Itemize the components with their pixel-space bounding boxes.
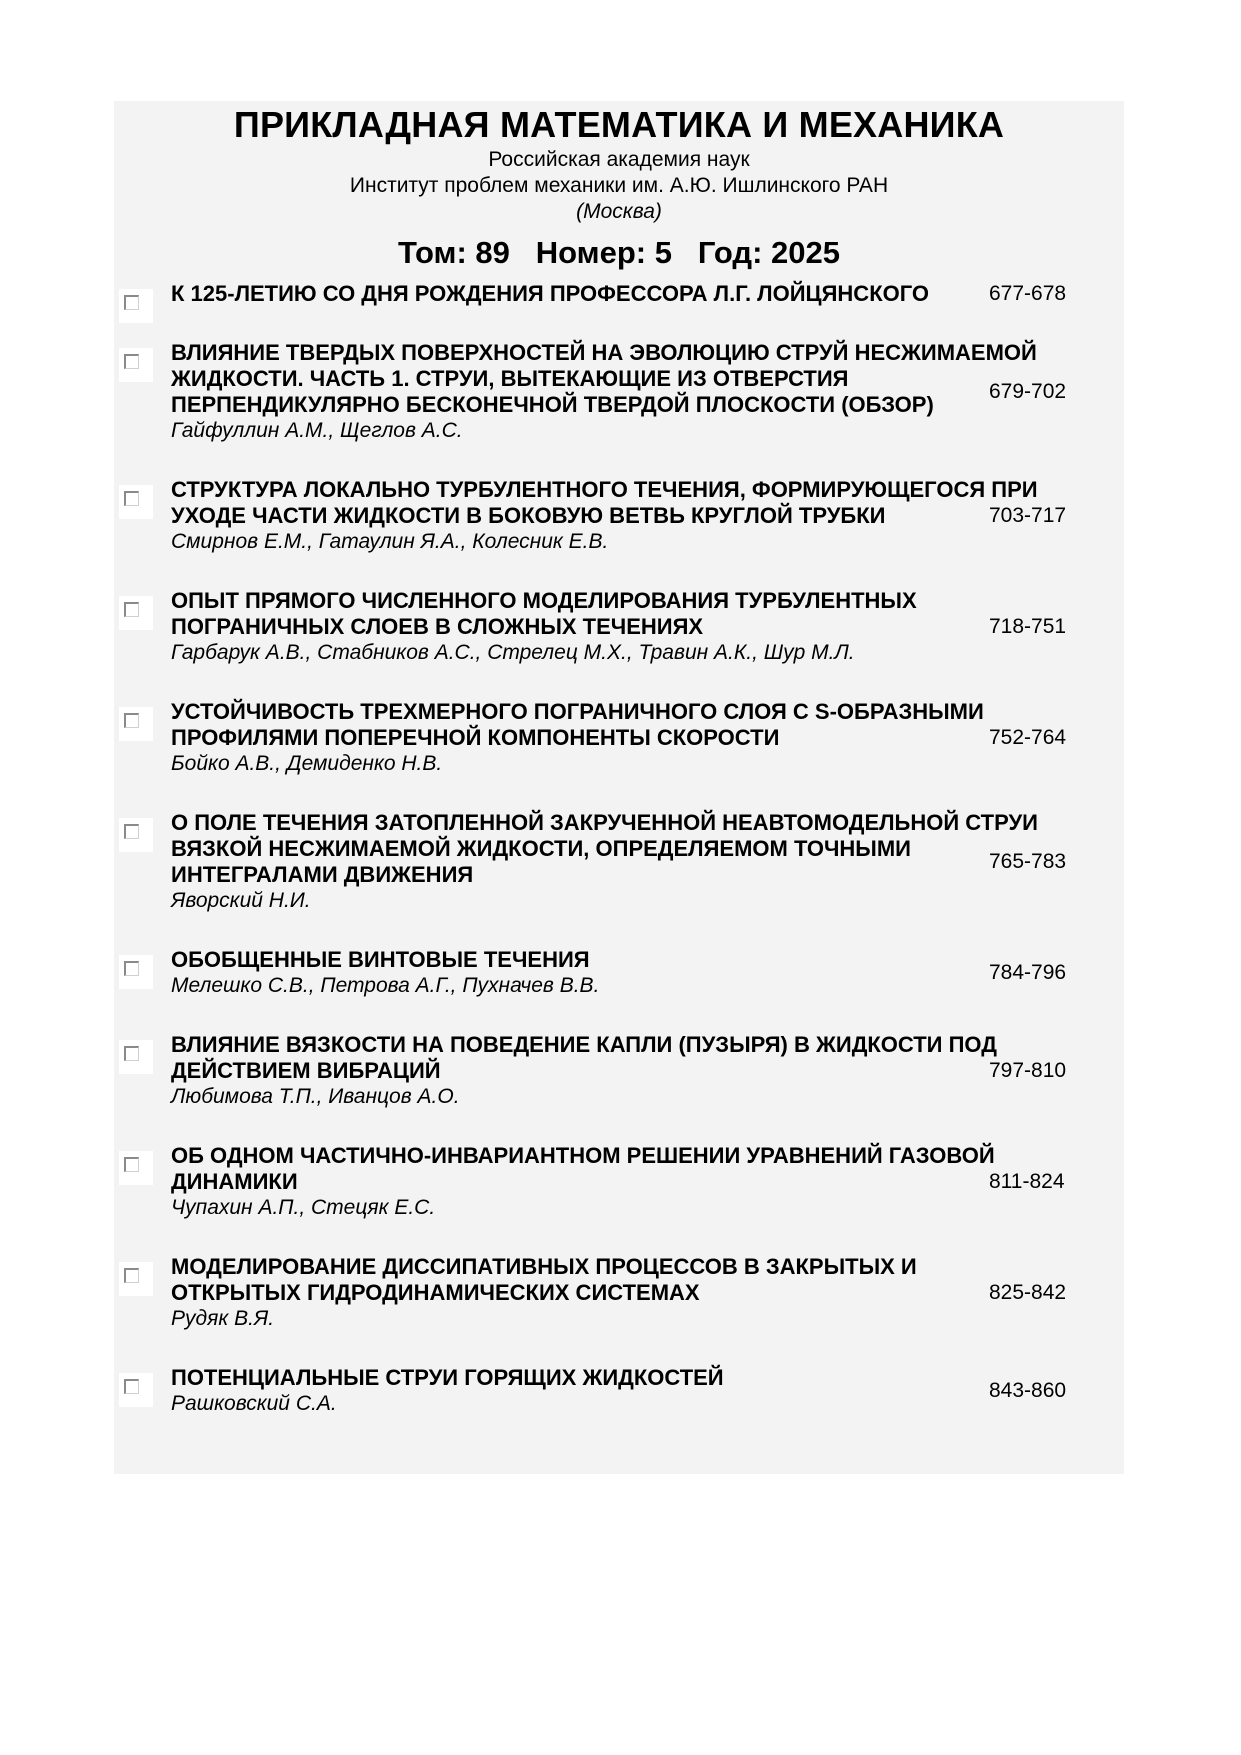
article-item <box>114 340 1124 444</box>
article-authors: Бойко А.В., Демиденко Н.В. <box>171 752 443 775</box>
article-title-link[interactable]: К 125-ЛЕТИЮ СО ДНЯ РОЖДЕНИЯ ПРОФЕССОРА Л.Г. ЛОЙЦЯНСКОГО <box>171 281 930 306</box>
article-checkbox[interactable] <box>119 707 153 741</box>
article-item <box>114 281 1124 307</box>
article-pages: 752-764 <box>989 726 1067 749</box>
article-pages: 703-717 <box>989 504 1067 527</box>
article-checkbox[interactable] <box>119 1373 153 1407</box>
journal-header <box>114 101 1124 273</box>
article-checkbox[interactable] <box>119 1151 153 1185</box>
article-body <box>171 1254 1051 1332</box>
article-title-link[interactable]: СТРУКТУРА ЛОКАЛЬНО ТУРБУЛЕНТНОГО ТЕЧЕНИЯ, ФОРМИРУЮЩЕГОСЯ ПРИ УХОДЕ ЧАСТИ ЖИДКОСТИ В БОКОВУЮ ВЕТВЬ КРУГЛОЙ ТРУБКИ <box>171 477 1038 528</box>
article-checkbox[interactable] <box>119 1262 153 1296</box>
article-checkbox[interactable] <box>119 485 153 519</box>
article-body <box>171 588 1051 666</box>
article-body <box>171 1143 1051 1221</box>
article-body <box>171 699 1051 777</box>
academy-name: Российская академия наук <box>488 148 750 171</box>
article-pages: 765-783 <box>989 850 1067 873</box>
article-body <box>171 340 1051 444</box>
article-authors: Мелешко С.В., Петрова А.Г., Пухначев В.В. <box>171 974 600 997</box>
article-checkbox[interactable] <box>119 955 153 989</box>
year-label: Год: <box>697 235 763 270</box>
article-body <box>171 477 1051 555</box>
article-authors: Чупахин А.П., Стецяк Е.С. <box>171 1196 436 1219</box>
article-title-link[interactable]: ОПЫТ ПРЯМОГО ЧИСЛЕННОГО МОДЕЛИРОВАНИЯ ТУРБУЛЕНТНЫХ ПОГРАНИЧНЫХ СЛОЕВ В СЛОЖНЫХ ТЕЧЕНИЯХ <box>171 588 917 639</box>
article-checkbox[interactable] <box>119 1040 153 1074</box>
article-authors: Яворский Н.И. <box>171 889 311 912</box>
journal-title: ПРИКЛАДНАЯ МАТЕМАТИКА И МЕХАНИКА <box>233 104 1005 145</box>
article-list <box>114 281 1124 1450</box>
article-title-link[interactable]: ОБ ОДНОМ ЧАСТИЧНО-ИНВАРИАНТНОМ РЕШЕНИИ УРАВНЕНИЙ ГАЗОВОЙ ДИНАМИКИ <box>171 1143 995 1194</box>
article-title-link[interactable]: ВЛИЯНИЕ ТВЕРДЫХ ПОВЕРХНОСТЕЙ НА ЭВОЛЮЦИЮ СТРУЙ НЕСЖИМАЕМОЙ ЖИДКОСТИ. ЧАСТЬ 1. СТРУИ, ВЫТЕКАЮЩИЕ ИЗ ОТВЕРСТИЯ ПЕРПЕНДИКУЛЯРНО БЕСКОНЕЧНОЙ ТВЕРДОЙ ПЛОСКОСТИ (ОБЗОР) <box>171 340 1037 417</box>
volume-label: Том: <box>398 235 467 270</box>
article-pages: 811-824 <box>989 1170 1065 1193</box>
article-pages: 797-810 <box>989 1059 1067 1082</box>
article-item <box>114 588 1124 666</box>
article-item <box>114 1254 1124 1332</box>
article-body <box>171 810 1051 914</box>
article-item <box>114 1365 1124 1417</box>
volume-value: 89 <box>475 235 510 270</box>
article-item <box>114 477 1124 555</box>
number-value: 5 <box>654 235 672 270</box>
article-checkbox[interactable] <box>119 289 153 323</box>
article-title-link[interactable]: ОБОБЩЕННЫЕ ВИНТОВЫЕ ТЕЧЕНИЯ <box>171 947 590 972</box>
article-pages: 843-860 <box>989 1379 1067 1402</box>
article-checkbox[interactable] <box>119 348 153 382</box>
article-title-link[interactable]: О ПОЛЕ ТЕЧЕНИЯ ЗАТОПЛЕННОЙ ЗАКРУЧЕННОЙ НЕАВТОМОДЕЛЬНОЙ СТРУИ ВЯЗКОЙ НЕСЖИМАЕМОЙ ЖИДКОСТИ, ОПРЕДЕЛЯЕМОМ ТОЧНЫМИ ИНТЕГРАЛАМИ ДВИЖЕНИЯ <box>171 810 1038 887</box>
article-pages: 718-751 <box>989 615 1067 638</box>
article-item <box>114 1032 1124 1110</box>
article-pages: 679-702 <box>989 380 1067 403</box>
article-authors: Любимова Т.П., Иванцов А.О. <box>171 1085 460 1108</box>
article-title-link[interactable]: УСТОЙЧИВОСТЬ ТРЕХМЕРНОГО ПОГРАНИЧНОГО СЛОЯ С S-ОБРАЗНЫМИ ПРОФИЛЯМИ ПОПЕРЕЧНОЙ КОМПОНЕНТЫ СКОРОСТИ <box>171 699 984 750</box>
article-pages: 784-796 <box>989 961 1067 984</box>
article-body <box>171 1365 1051 1417</box>
article-title-link[interactable]: ВЛИЯНИЕ ВЯЗКОСТИ НА ПОВЕДЕНИЕ КАПЛИ (ПУЗЫРЯ) В ЖИДКОСТИ ПОД ДЕЙСТВИЕМ ВИБРАЦИЙ <box>171 1032 997 1083</box>
article-body <box>171 947 1051 999</box>
article-item <box>114 947 1124 999</box>
number-label: Номер: <box>535 235 647 270</box>
article-checkbox[interactable] <box>119 596 153 630</box>
article-checkbox[interactable] <box>119 818 153 852</box>
article-item <box>114 810 1124 914</box>
article-authors: Рашковский С.А. <box>171 1392 337 1415</box>
article-item <box>114 1143 1124 1221</box>
article-pages: 677-678 <box>989 282 1067 305</box>
institute-name: Институт проблем механики им. А.Ю. Ишлинского РАН <box>349 174 889 197</box>
article-authors: Смирнов Е.М., Гатаулин Я.А., Колесник Е.В. <box>171 530 609 553</box>
article-title-link[interactable]: ПОТЕНЦИАЛЬНЫЕ СТРУИ ГОРЯЩИХ ЖИДКОСТЕЙ <box>171 1365 724 1390</box>
article-authors: Рудяк В.Я. <box>171 1307 275 1330</box>
institute-city: (Москва) <box>576 200 662 223</box>
article-pages: 825-842 <box>989 1281 1067 1304</box>
year-value: 2025 <box>771 235 840 270</box>
article-body <box>171 1032 1051 1110</box>
article-authors: Гайфуллин А.М., Щеглов А.С. <box>171 419 463 442</box>
issue-info <box>114 233 1124 273</box>
article-title-link[interactable]: МОДЕЛИРОВАНИЕ ДИССИПАТИВНЫХ ПРОЦЕССОВ В ЗАКРЫТЫХ И ОТКРЫТЫХ ГИДРОДИНАМИЧЕСКИХ СИСТЕМАХ <box>171 1254 917 1305</box>
article-body <box>171 281 1051 307</box>
article-item <box>114 699 1124 777</box>
article-authors: Гарбарук А.В., Стабников А.С., Стрелец М.Х., Травин А.К., Шур М.Л. <box>171 641 855 664</box>
